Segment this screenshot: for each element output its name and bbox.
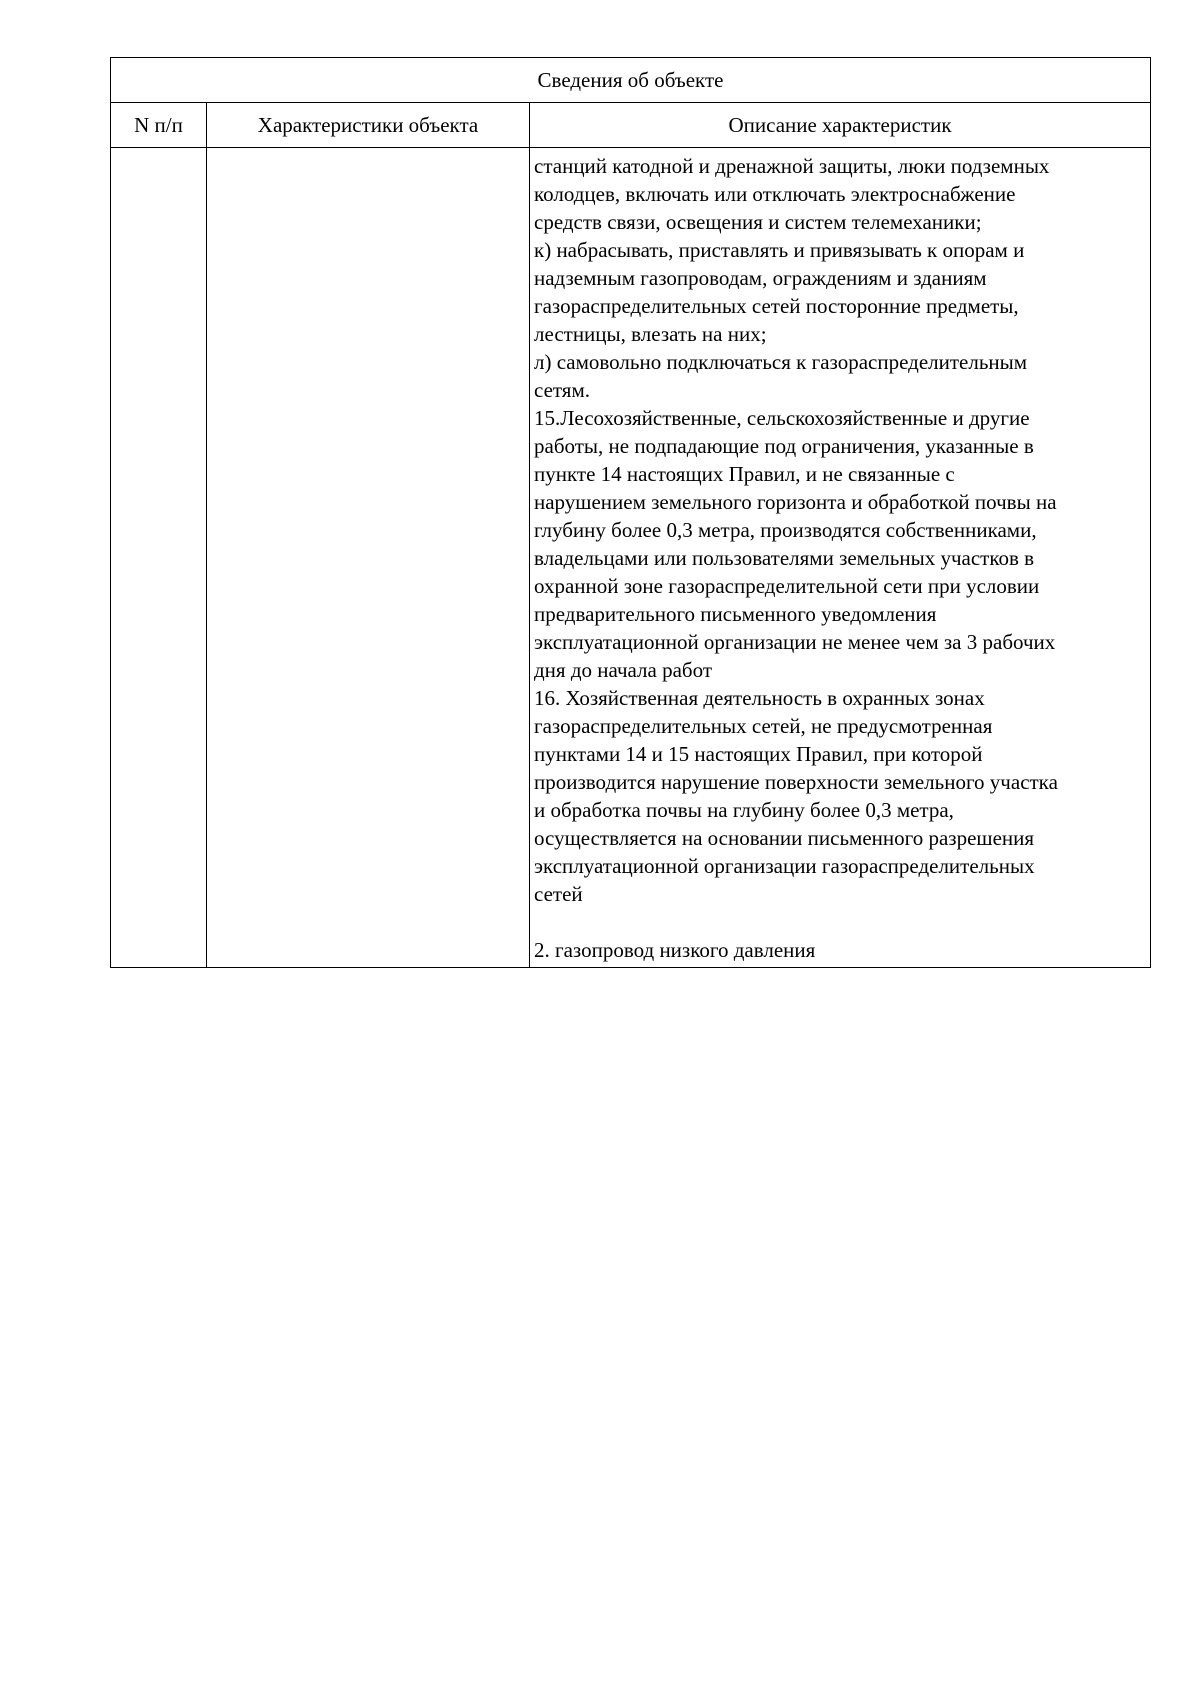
table-row — [111, 148, 1151, 968]
description-line: пунктами 14 и 15 настоящих Правил, при которой — [534, 742, 983, 766]
description-line: производится нарушение поверхности земельного участка — [534, 770, 1058, 794]
table-header-row — [111, 103, 1151, 148]
description-line: дня до начала работ — [534, 658, 713, 682]
description-line: нарушением земельного горизонта и обработкой почвы на — [534, 490, 1057, 514]
header-description: Описание характеристик — [530, 103, 1151, 148]
description-line: 15.Лесохозяйственные, сельскохозяйственные и другие — [534, 406, 1030, 430]
table-title: Сведения об объекте — [111, 58, 1151, 103]
description-line: лестницы, влезать на них; — [534, 322, 767, 346]
description-line: и обработка почвы на глубину более 0,3 метра, — [534, 798, 954, 822]
description-line: надземным газопроводам, ограждениям и зданиям — [534, 266, 987, 290]
description-line: владельцами или пользователями земельных участков в — [534, 546, 1035, 570]
description-blank-line — [534, 908, 1144, 936]
cell-characteristics — [207, 148, 530, 968]
description-line: 2. газопровод низкого давления — [534, 938, 816, 962]
table-title-row — [111, 58, 1151, 103]
description-line: эксплуатационной организации не менее чем за 3 рабочих — [534, 630, 1056, 654]
description-line: работы, не подпадающие под ограничения, указанные в — [534, 434, 1034, 458]
description-line: сетей — [534, 882, 583, 906]
description-line: пункте 14 настоящих Правил, и не связанные с — [534, 462, 955, 486]
description-line: к) набрасывать, приставлять и привязывать к опорам и — [534, 238, 1025, 262]
description-line: эксплуатационной организации газораспределительных — [534, 854, 1035, 878]
header-characteristics: Характеристики объекта — [207, 103, 530, 148]
object-info-table — [110, 57, 1151, 968]
header-num: N п/п — [111, 103, 207, 148]
description-line: 16. Хозяйственная деятельность в охранных зонах — [534, 686, 985, 710]
cell-description — [530, 148, 1151, 968]
description-line: станций катодной и дренажной защиты, люки подземных — [534, 154, 1050, 178]
cell-num — [111, 148, 207, 968]
description-line: охранной зоне газораспределительной сети при условии — [534, 574, 1040, 598]
description-line: сетям. — [534, 378, 590, 402]
description-line: глубину более 0,3 метра, производятся собственниками, — [534, 518, 1037, 542]
description-line: газораспределительных сетей посторонние предметы, — [534, 294, 1019, 318]
description-line: средств связи, освещения и систем телемеханики; — [534, 210, 982, 234]
description-line: л) самовольно подключаться к газораспределительным — [534, 350, 1028, 374]
description-line: колодцев, включать или отключать электроснабжение — [534, 182, 1016, 206]
description-line: газораспределительных сетей, не предусмотренная — [534, 714, 993, 738]
description-line: предварительного письменного уведомления — [534, 602, 937, 626]
description-line: осуществляется на основании письменного разрешения — [534, 826, 1035, 850]
